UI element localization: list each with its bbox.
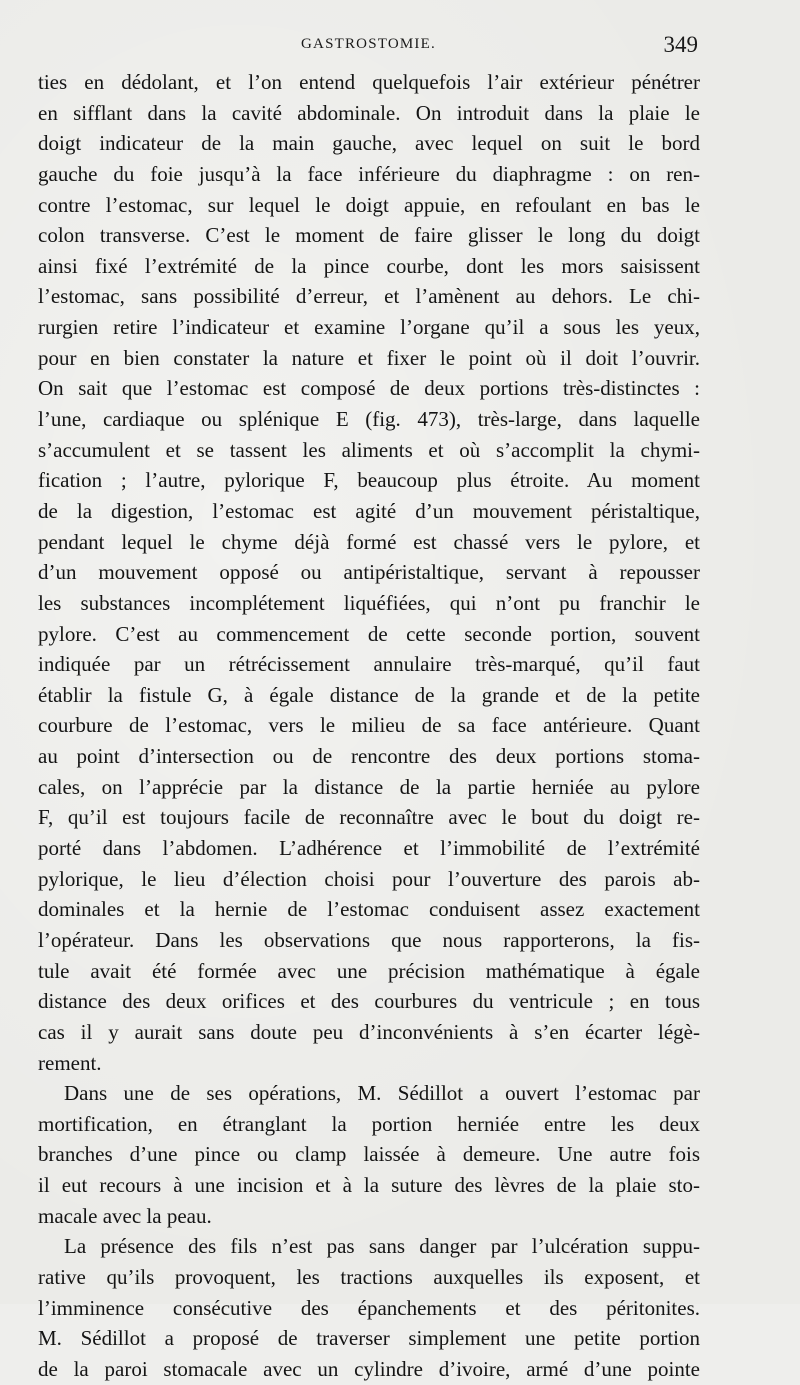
text-line: cas il y aurait sans doute peu d’inconvénients à s’en écarter légè-	[38, 1019, 700, 1044]
text-line: M. Sédillot a proposé de traverser simplement une petite portion	[38, 1326, 700, 1351]
text-line: pylore. C’est au commencement de cette seconde portion, souvent	[38, 621, 700, 646]
text-line: s’accumulent et se tassent les aliments et où s’accomplit la chymi-	[38, 437, 700, 462]
text-line: pendant lequel le chyme déjà formé est chassé vers le pylore, et	[38, 529, 700, 554]
text-line: établir la fistule G, à égale distance de la grande et de la petite	[38, 682, 700, 707]
text-line: en sifflant dans la cavité abdominale. On introduit dans la plaie le	[38, 100, 700, 125]
text-line: La présence des fils n’est pas sans danger par l’ulcération suppu-	[64, 1234, 700, 1259]
text-line: colon transverse. C’est le moment de faire glisser le long du doigt	[38, 223, 700, 248]
text-line: pour en bien constater la nature et fixer le point où il doit l’ouvrir.	[38, 345, 700, 370]
page-number: 349	[663, 32, 698, 57]
running-header	[36, 32, 698, 62]
text-line: rement.	[38, 1050, 102, 1075]
text-line: courbure de l’estomac, vers le milieu de sa face antérieure. Quant	[38, 713, 700, 738]
body-text	[38, 67, 700, 1385]
text-line: l’une, cardiaque ou splénique E (fig. 473), très-large, dans laquelle	[38, 407, 700, 432]
text-line: rurgien retire l’indicateur et examine l’organe qu’il a sous les yeux,	[38, 315, 700, 340]
text-line: de la digestion, l’estomac est agité d’un mouvement péristaltique,	[38, 498, 700, 523]
text-line: l’opérateur. Dans les observations que nous rapporterons, la fis-	[38, 927, 700, 952]
text-line: contre l’estomac, sur lequel le doigt appuie, en refoulant en bas le	[38, 192, 700, 217]
text-line: pylorique, le lieu d’élection choisi pour l’ouverture des parois ab-	[38, 866, 700, 891]
text-line: ties en dédolant, et l’on entend quelquefois l’air extérieur pénétrer	[38, 70, 700, 94]
text-line: F, qu’il est toujours facile de reconnaître avec le bout du doigt re-	[38, 805, 700, 830]
text-line: les substances incomplétement liquéfiées, qui n’ont pu franchir le	[38, 590, 700, 615]
text-line: au point d’intersection ou de rencontre des deux portions stoma-	[38, 744, 700, 769]
running-title: GASTROSTOMIE.	[301, 36, 436, 52]
text-line: gauche du foie jusqu’à la face inférieure du diaphragme : on ren-	[38, 161, 700, 186]
text-line: l’estomac, sans possibilité d’erreur, et l’amènent au dehors. Le chi-	[38, 284, 700, 309]
text-line: macale avec la peau.	[38, 1203, 212, 1228]
text-line: cales, on l’apprécie par la distance de la partie herniée au pylore	[38, 774, 700, 799]
text-line: porté dans l’abdomen. L’adhérence et l’immobilité de l’extrémité	[38, 836, 700, 861]
text-line: tule avait été formée avec une précision mathématique à égale	[38, 958, 700, 983]
text-line: de la paroi stomacale avec un cylindre d’ivoire, armé d’une pointe	[38, 1356, 700, 1381]
text-line: doigt indicateur de la main gauche, avec lequel on suit le bord	[38, 131, 700, 156]
text-line: fication ; l’autre, pylorique F, beaucoup plus étroite. Au moment	[38, 468, 700, 493]
text-line: branches d’une pince ou clamp laissée à demeure. Une autre fois	[38, 1142, 700, 1167]
text-line: mortification, en étranglant la portion herniée entre les deux	[38, 1111, 700, 1136]
text-line: il eut recours à une incision et à la suture des lèvres de la plaie sto-	[38, 1173, 700, 1198]
text-line: dominales et la hernie de l’estomac conduisent assez exactement	[38, 897, 700, 922]
text-line: d’un mouvement opposé ou antipéristaltique, servant à repousser	[38, 560, 700, 585]
text-line: l’imminence consécutive des épanchements et des péritonites.	[38, 1295, 700, 1320]
text-line: ainsi fixé l’extrémité de la pince courbe, dont les mors saisissent	[38, 253, 700, 278]
text-line: distance des deux orifices et des courbures du ventricule ; en tous	[38, 989, 700, 1014]
text-line: Dans une de ses opérations, M. Sédillot a ouvert l’estomac par	[64, 1081, 700, 1106]
text-line: indiquée par un rétrécissement annulaire très-marqué, qu’il faut	[38, 652, 700, 677]
text-line: On sait que l’estomac est composé de deux portions très-distinctes :	[38, 376, 700, 401]
text-line: rative qu’ils provoquent, les tractions auxquelles ils exposent, et	[38, 1264, 700, 1289]
